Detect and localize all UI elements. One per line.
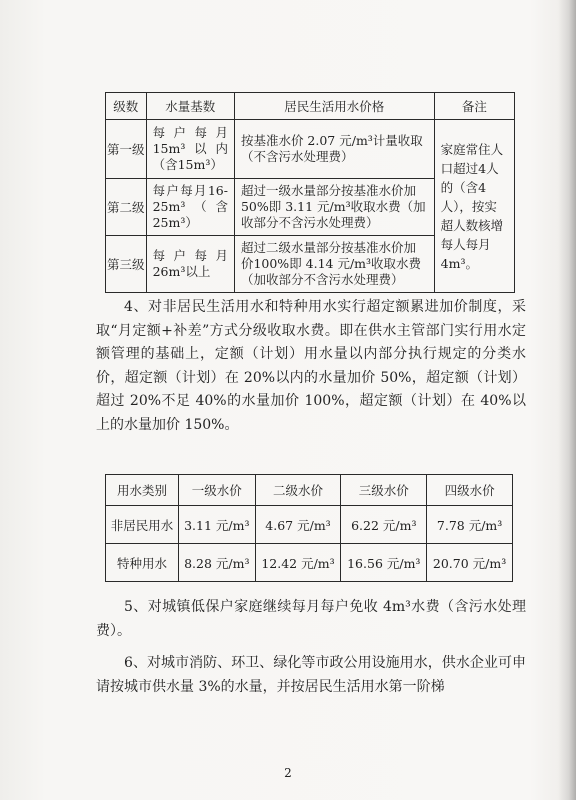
level-cell: 第一级 (106, 120, 147, 179)
table-row (106, 544, 513, 582)
category-cell: 非居民用水 (106, 506, 179, 544)
price-cell: 超过一级水量部分按基准水价加50%即 3.11 元/m³收取水费（加收部分不含污水处理费） (234, 179, 434, 236)
price-cell: 4.67 元/m³ (255, 506, 341, 544)
paragraph-5: 5、对城镇低保户家庭继续每月每户免收 4m³水费（含污水处理费）。 (96, 599, 526, 639)
header-price: 居民生活用水价格 (234, 93, 434, 120)
non-residential-water-price-table (105, 474, 513, 582)
header-level: 级数 (106, 93, 147, 120)
base-cell: 每户每月16-25m³（含25m³） (146, 179, 234, 236)
price-cell: 3.11 元/m³ (179, 506, 256, 544)
price-cell: 16.56 元/m³ (341, 544, 427, 582)
header-base: 水量基数 (146, 93, 234, 120)
table-row (106, 506, 513, 544)
price-cell: 20.70 元/m³ (427, 544, 513, 582)
header-tier-2: 二级水价 (255, 475, 341, 506)
page-number: 2 (284, 766, 292, 780)
paragraph-4: 4、对非居民生活用水和特种用水实行超定额累进加价制度，采取“月定额+补差”方式分级收取水费。即在供水主管部门实行用水定额管理的基础上，定额（计划）用水量以内部分执行规定的分类水价，超定额（计划）在 20%以内的水量加价 50%，超定额（计划）超过 20%不足 40%的水量加价 100%，超定额（计划）在 40%以上的水量加价 150%。 (96, 299, 526, 433)
price-cell: 7.78 元/m³ (427, 506, 513, 544)
residential-water-price-table (105, 92, 515, 293)
price-cell: 6.22 元/m³ (341, 506, 427, 544)
page-edge-shadow (558, 0, 576, 800)
header-note: 备注 (434, 93, 514, 120)
price-cell: 按基准水价 2.07 元/m³计量收取（不含污水处理费） (234, 120, 434, 179)
price-cell: 8.28 元/m³ (179, 544, 256, 582)
level-cell: 第二级 (106, 179, 147, 236)
category-cell: 特种用水 (106, 544, 179, 582)
base-cell: 每户每月15m³以内（含15m³） (146, 120, 234, 179)
price-cell: 12.42 元/m³ (255, 544, 341, 582)
price-cell: 超过二级水量部分按基准水价加价100%即 4.14 元/m³收取水费（加收部分不含污水处理费） (234, 236, 434, 293)
table-header-row (106, 475, 513, 506)
level-cell: 第三级 (106, 236, 147, 293)
header-category: 用水类别 (106, 475, 179, 506)
table-header-row (106, 93, 515, 120)
header-tier-4: 四级水价 (427, 475, 513, 506)
table-row (106, 120, 515, 179)
header-tier-3: 三级水价 (341, 475, 427, 506)
note-cell: 家庭常住人口超过4人的（含4人），按实超人数核增每人每月4m³。 (434, 120, 514, 293)
header-tier-1: 一级水价 (179, 475, 256, 506)
base-cell: 每户每月26m³以上 (146, 236, 234, 293)
paragraph-6: 6、对城市消防、环卫、绿化等市政公用设施用水，供水企业可申请按城市供水量 3%的水量，并按居民生活用水第一阶梯 (96, 655, 526, 695)
